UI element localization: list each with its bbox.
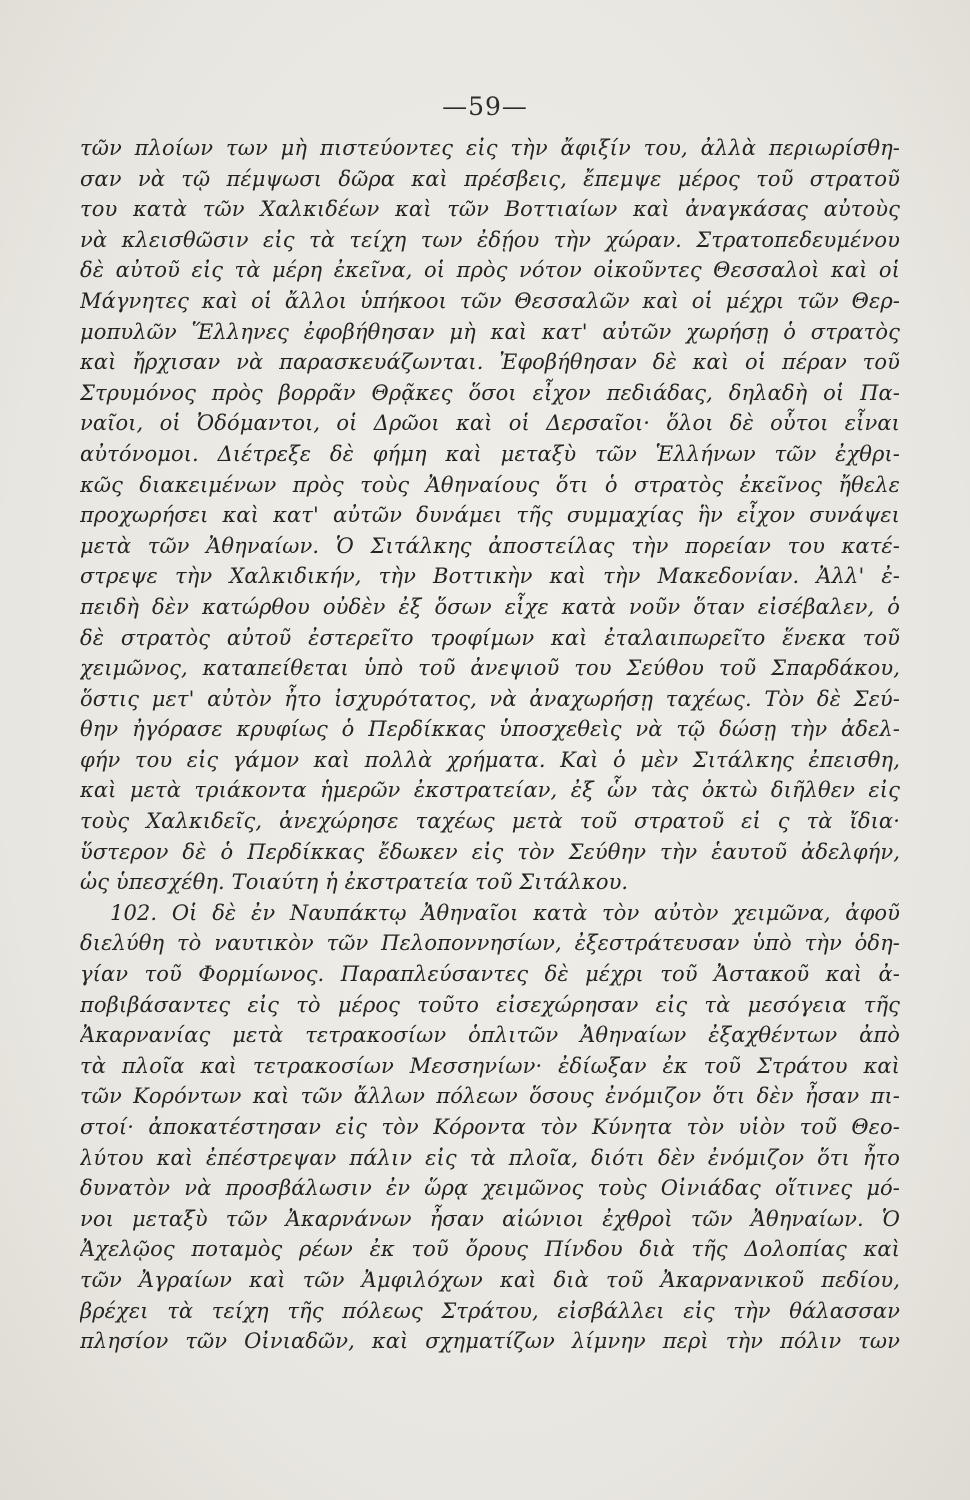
text-line: τῶν Ἀγραίων καὶ τῶν Ἀμφιλόχων καὶ διὰ τοῦ Ἀκαρνανικοῦ πεδίου, — [80, 1267, 900, 1292]
text-line: Στρυμόνος πρὸς βορρᾶν Θρᾷκες ὅσοι εἶχον πεδιάδας, δηλαδὴ οἱ Πα- — [80, 380, 900, 405]
text-line: βρέχει τὰ τείχη τῆς πόλεως Στράτου, εἰσβάλλει εἰς τὴν θάλασσαν — [80, 1298, 900, 1323]
text-line: χειμῶνος, καταπείθεται ὑπὸ τοῦ ἀνεψιοῦ του Σεύθου τοῦ Σπαρδάκου, — [80, 656, 900, 681]
paragraph-start-line: 102. Οἱ δὲ ἐν Ναυπάκτῳ Ἀθηναῖοι κατὰ τὸν αὐτὸν χειμῶνα, ἀφοῦ — [110, 900, 900, 925]
text-line: Ἀκαρνανίας μετὰ τετρακοσίων ὁπλιτῶν Ἀθηναίων ἐξαχθέντων ἀπὸ — [80, 1023, 900, 1048]
text-line: στοί· ἀποκατέστησαν εἰς τὸν Κόροντα τὸν Κύνητα τὸν υἱὸν τοῦ Θεο- — [80, 1115, 900, 1139]
text-line: καὶ ἤρχισαν νὰ παρασκευάζωνται. Ἐφοβήθησαν δὲ καὶ οἱ πέραν τοῦ — [80, 350, 900, 375]
text-line: ὡς ὑπεσχέθη. Τοιαύτη ἡ ἐκστρατεία τοῦ Σιτάλκου. — [80, 870, 629, 895]
text-line: καὶ μετὰ τριάκοντα ἡμερῶν ἐκστρατείαν, ἐξ ὧν τὰς ὀκτὼ διῆλθεν εἰς — [80, 778, 900, 803]
text-line: δὲ στρατὸς αὐτοῦ ἐστερεῖτο τροφίμων καὶ ἐταλαιπωρεῖτο ἕνεκα τοῦ — [80, 625, 900, 650]
text-line: τῶν Κορόντων καὶ τῶν ἄλλων πόλεων ὅσους ἐνόμιζον ὅτι δὲν ἦσαν πι- — [80, 1084, 900, 1109]
text-line: δὲ αὐτοῦ εἰς τὰ μέρη ἐκεῖνα, οἱ πρὸς νότον οἰκοῦντες Θεσσαλοὶ καὶ οἱ — [80, 258, 900, 283]
text-line: ὅστις μετ' αὐτὸν ἦτο ἰσχυρότατος, νὰ ἀναχωρήσῃ ταχέως. Τὸν δὲ Σεύ- — [80, 686, 900, 711]
page-number: —59— — [442, 92, 528, 121]
text-line: θην ἠγόρασε κρυφίως ὁ Περδίκκας ὑποσχεθεὶς νὰ τῷ δώσῃ τὴν ἀδελ- — [80, 717, 900, 742]
text-line: πλησίον τῶν Οἰνιαδῶν, καὶ σχηματίζων λίμνην περὶ τὴν πόλιν των — [80, 1329, 900, 1354]
text-line: Μάγνητες καὶ οἱ ἄλλοι ὑπήκοοι τῶν Θεσσαλῶν καὶ οἱ μέχρι τῶν Θερ- — [80, 288, 900, 313]
text-line: φήν του εἰς γάμον καὶ πολλὰ χρήματα. Καὶ ὁ μὲν Σιτάλκης ἐπεισθη, — [80, 747, 900, 772]
text-line: του κατὰ τῶν Χαλκιδέων καὶ τῶν Βοττιαίων καὶ ἀναγκάσας αὐτοὺς — [80, 197, 900, 222]
text-line: τοὺς Χαλκιδεῖς, ἀνεχώρησε ταχέως μετὰ τοῦ στρατοῦ εἰ ς τὰ ἴδια· — [80, 809, 900, 834]
text-line: ναῖοι, οἱ Ὀδόμαντοι, οἱ Δρῶοι καὶ οἱ Δερσαῖοι· ὅλοι δὲ οὗτοι εἶναι — [80, 411, 900, 436]
text-line: μετὰ τῶν Ἀθηναίων. Ὁ Σιτάλκης ἀποστείλας τὴν πορείαν του κατέ- — [80, 533, 900, 558]
text-line: δυνατὸν νὰ προσβάλωσιν ἐν ὥρᾳ χειμῶνος τοὺς Οἰνιάδας οἵτινες μό- — [80, 1176, 900, 1201]
text-line: στρεψε τὴν Χαλκιδικήν, τὴν Βοττικὴν καὶ τὴν Μακεδονίαν. Ἀλλ' ἐ- — [80, 564, 900, 589]
text-line: σαν νὰ τῷ πέμψωσι δῶρα καὶ πρέσβεις, ἔπεμψε μέρος τοῦ στρατοῦ — [80, 166, 900, 191]
text-line: λύτου καὶ ἐπέστρεψαν πάλιν εἰς τὰ πλοῖα, διότι δὲν ἐνόμιζον ὅτι ἦτο — [80, 1145, 900, 1170]
text-line: αὐτόνομοι. Διέτρεξε δὲ φήμη καὶ μεταξὺ τῶν Ἑλλήνων τῶν ἐχθρι- — [80, 441, 900, 466]
text-line: ποβιβάσαντες εἰς τὸ μέρος τοῦτο εἰσεχώρησαν εἰς τὰ μεσόγεια τῆς — [80, 992, 900, 1017]
text-line: προχωρήσει καὶ κατ' αὐτῶν δυνάμει τῆς συμμαχίας ἣν εἶχον συνάψει — [80, 503, 900, 528]
text-line: τῶν πλοίων των μὴ πιστεύοντες εἰς τὴν ἄφιξίν του, ἀλλὰ περιωρίσθη- — [80, 136, 900, 160]
body-text — [80, 133, 900, 1357]
text-line: ὕστερον δὲ ὁ Περδίκκας ἔδωκεν εἰς τὸν Σεύθην τὴν ἑαυτοῦ ἀδελφήν, — [80, 839, 900, 864]
text-line: κῶς διακειμένων πρὸς τοὺς Ἀθηναίους ὅτι ὁ στρατὸς ἐκεῖνος ἤθελε — [80, 472, 900, 497]
text-line: νὰ κλεισθῶσιν εἰς τὰ τείχη των ἐδῄου τὴν χώραν. Στρατοπεδευμένου — [80, 227, 900, 252]
text-line: γίαν τοῦ Φορμίωνος. Παραπλεύσαντες δὲ μέχρι τοῦ Ἀστακοῦ καὶ ἀ- — [80, 962, 900, 987]
text-line: τὰ πλοῖα καὶ τετρακοσίων Μεσσηνίων· ἐδίωξαν ἐκ τοῦ Στράτου καὶ — [80, 1053, 900, 1078]
text-line: διελύθη τὸ ναυτικὸν τῶν Πελοποννησίων, ἐξεστράτευσαν ὑπὸ τὴν ὁδη- — [80, 931, 900, 956]
text-line: πειδὴ δὲν κατώρθου οὐδὲν ἐξ ὅσων εἶχε κατὰ νοῦν ὅταν εἰσέβαλεν, ὁ — [80, 594, 900, 619]
text-line: νοι μεταξὺ τῶν Ἀκαρνάνων ἦσαν αἰώνιοι ἐχθροὶ τῶν Ἀθηναίων. Ὁ — [80, 1206, 900, 1231]
text-line: Ἀχελῷος ποταμὸς ρέων ἐκ τοῦ ὄρους Πίνδου διὰ τῆς Δολοπίας καὶ — [80, 1237, 900, 1262]
text-line: μοπυλῶν Ἕλληνες ἐφοβήθησαν μὴ καὶ κατ' αὐτῶν χωρήσῃ ὁ στρατὸς — [80, 319, 900, 344]
